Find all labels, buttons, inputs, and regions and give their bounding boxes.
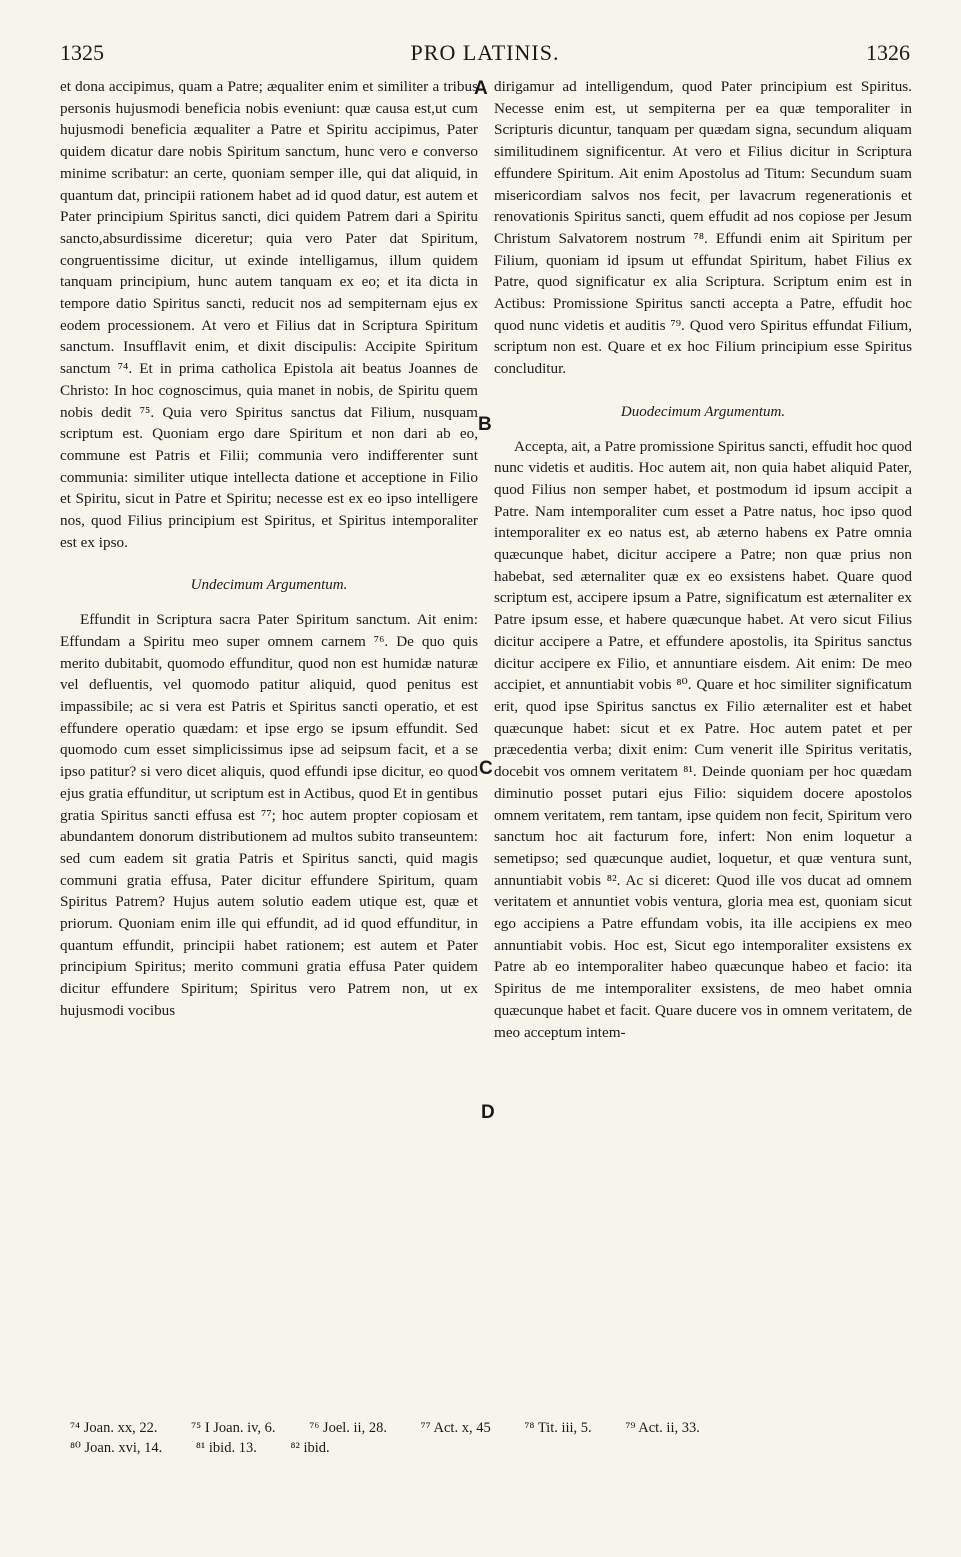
footnote-line-2: [70, 1438, 920, 1458]
left-paragraph-1: et dona accipimus, quam a Patre; æqualiter enim et similiter a tribus personis hujusmodi beneficia nobis eveniunt: quæ causa est,ut cum hujusmodi beneficia æqualiter a Patre et Spiritu accipimus, Pater quidem dicatur dare nobis Spiritum sanctum, hunc vero e converso minime scribatur: an certe, quoniam semper ille, qui dat aliquid, in quantum dat, principii rationem habet ad id quod datur, est autem et Pater principium Spiritus sancti, dici quidem Patrem dari a Spiritu sancto,absurdissime diceretur; quia vero Pater dat Spiritum, congruentissime dicitur, ut exinde intelligamus, illum quidem tanquam principium, hunc autem tanquam ex eo; et ita dicta in tempore datio Spiritus sancti, reducit nos ad sempiternam ejus ex eodem processionem. At vero et Filius dat in Scriptura Spiritum sanctum. Insufflavit enim, et dixit discipulis: Accipite Spiritum sanctum ⁷⁴. Et in prima catholica Epistola ait beatus Joannes de Christo: In hoc cognoscimus, quia manet in nobis, de Spiritu quem nobis dedit ⁷⁵. Quia vero Spiritus sanctus dat Filium, nusquam scriptum est. Quoniam ergo dare Spiritum et non dari ab eo, commune est Patris et Filii; communia vero indifferenter sunt communia: similiter utique intellecta datione et acceptione in Filio et Spiritu, sicut in Patre et Spiritu; necesse est ex eo ipso intelligere nos, quod Filius principium est Spiritus, et Spiritus intemporaliter est ex ipso.: [60, 78, 478, 551]
footnote: ⁸² ibid.: [290, 1440, 330, 1456]
footnote: ⁷⁴ Joan. xx, 22.: [70, 1420, 158, 1436]
left-column: [60, 76, 478, 1022]
page-number-right: 1326: [866, 40, 910, 65]
page-header: [60, 40, 910, 70]
section-title-duodecimum: Duodecimum Argumentum.: [620, 403, 786, 420]
page-number-left: 1325: [60, 40, 104, 65]
footnotes: [70, 1418, 920, 1458]
margin-marker-d: D: [481, 1102, 495, 1123]
footnote: ⁸⁰ Joan. xvi, 14.: [70, 1440, 163, 1456]
right-column: [494, 76, 912, 1043]
right-paragraph-1: dirigamur ad intelligendum, quod Pater principium est Spiritus. Necesse enim est, ut sempiterna per ea quæ temporaliter in Scripturis dicuntur, tanquam per quædam signa, secundum aliquam similitudinem significentur. At vero et Filius dicitur in Scriptura effundere Spiritum. Ait enim Apostolus ad Titum: Secundum suam misericordiam salvos nos fecit, per lavacrum regenerationis et renovationis Spiritus sancti, quem effudit ad nos copiose per Jesum Christum Salvatorem nostrum ⁷⁸. Effundi enim ait Spiritum per Filium, quoniam id ipsum ut effundat Spiritum, habet Filius ex Patre, quod significatur ex alia Scriptura. Scriptum enim est in Actibus: Promissione Spiritus sancti accepta a Patre, effudit hoc quod nunc videtis et auditis ⁷⁹. Quod vero Spiritus effundat Filium, scriptum non est. Quare et ex hoc Filium principium esse Spiritus concluditur.: [494, 78, 912, 378]
footnote: ⁷⁶ Joel. ii, 28.: [309, 1420, 387, 1436]
running-title: PRO LATINIS.: [410, 40, 560, 65]
margin-marker-a: A: [474, 78, 488, 99]
footnote: ⁷⁹ Act. ii, 33.: [625, 1420, 700, 1436]
right-paragraph-2: Accepta, ait, a Patre promissione Spiritus sancti, effudit hoc quod nunc videtis et auditis. Hoc autem ait, non quia habet aliquid Pater, quod Filius non semper habet, et postmodum id ipsum accipit a Patre. Nam intemporaliter cum esset a Patre natus, hoc ipso quod intemporaliter ex eo natus est, ab æterno habens ex Patre omnia quæcunque habet, dicitur accipere a Patre; non quæ prius non habebat, sed æternaliter quæ ex eo exsistens habet. Quare quod scriptum est, accipere ipsum a Patre, significatum est æternaliter ex Patre ipsum esse, et habere quæcunque habet. At vero sicut Filius dicitur accipere a Patre, et effundere apostolis, ita Spiritus sanctus dicitur accipere ex Filio, et annuntiare eisdem. Ait enim: De meo accipiet, et annuntiabit vobis ⁸⁰. Quare et hoc similiter significatum erit, quod ipse Spiritus sanctus ex Filio æternaliter est et habet quæcunque habet: sicut et ex Patre. Hoc autem patet et per præcedentia verba; dixit enim: Cum venerit ille Spiritus veritatis, docebit vos omnem veritatem ⁸¹. Deinde quoniam per hoc quædam diminutio posset putari ejus Filio: siquidem docere apostolos omnem veritatem, rem tantam, ipse quidem non fecit, Spiritum vero sanctum hoc ait facturum fore, infert: Non enim loquetur a semetipso; sed quæcunque audiet, loquetur, et quæ ventura sunt, annuntiabit vobis ⁸². Ac si diceret: Quod ille vos ducat ad omnem veritatem et annuntiet vobis ventura, gloria mea est, quoniam sicut ego accipiens a Patre effundam vobis, ita ille accipiens ex meo annuntiabit vobis. Hoc est, Sicut ego intemporaliter exsistens ex Patre ab eo intemporaliter habeo quæcunque habeo et facio: ita Spiritus de me intemporaliter exsistens, de meo habet omnia quæcunque habet et facit. Quare ducere vos in omnem veritatem, de meo acceptum intem-: [494, 437, 912, 1041]
footnote: ⁸¹ ibid. 13.: [195, 1440, 257, 1456]
footnote: ⁷⁵ I Joan. iv, 6.: [191, 1420, 276, 1436]
section-title-undecimum: Undecimum Argumentum.: [190, 577, 348, 594]
left-paragraph-2: Effundit in Scriptura sacra Pater Spiritum sanctum. Ait enim: Effundam a Spiritu meo super omnem carnem ⁷⁶. De quo quis merito dubitabit, quomodo effunditur, quod non est humidæ naturæ vel defluentis, vel quomodo patitur aliquid, quod penitus est impassibile; ac si vera est Patris et Spiritus sancti operatio, et est effundere operatio quædam: et ipse ergo se ipsum effundit. Sed quomodo cum esset simplicissimus ipse ad seipsum facit, et a se ipso patitur? si vero dicet aliquis, quod effundi ipse dicitur, eo quod ejus gratia effunditur, ut scriptum est in Actibus, quod Et in gentibus gratia Spiritus sancti effusa est ⁷⁷; hoc autem propter copiosam et abundantem donorum distributionem ad multos subito transeuntem: sed cum eadem sit gratia Patris et Spiritus sancti, quid magis communi gratia effusa, Pater dicitur effundere Spiritum, quam Spiritus Patrem? Hujus autem solutio eadem utique est, quæ et priorum. Quoniam enim ille qui effundit, ad id quod effunditur, in quantum effundit, principii habet rationem; est autem et Pater principium Spiritus; merito communi gratia effusa Pater quidem dicitur effundere Spiritum; Spiritus vero Patrem non, ut ex hujusmodi vocibus: [60, 611, 478, 1019]
footnote: ⁷⁸ Tit. iii, 5.: [524, 1420, 592, 1436]
footnote-line-1: [70, 1418, 920, 1438]
margin-marker-b: B: [478, 414, 492, 435]
footnote: ⁷⁷ Act. x, 45: [420, 1420, 491, 1436]
margin-marker-c: C: [479, 758, 493, 779]
